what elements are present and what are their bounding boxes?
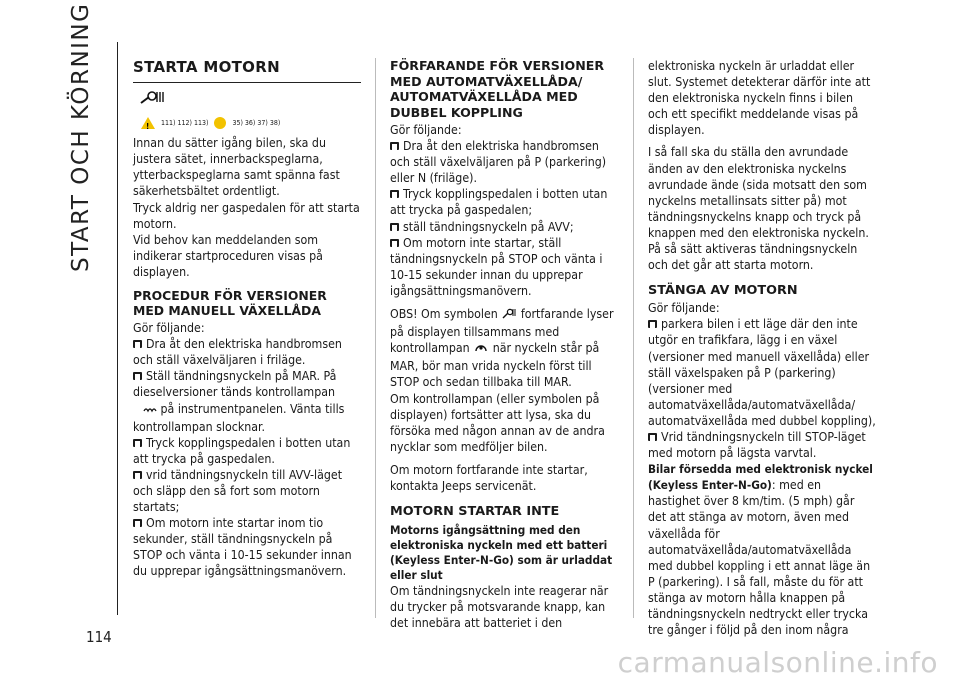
note-paragraph: OBS! Om symbolen fortfarande lyser på displayen tillsammans med kontrollampan när nyckeln står på MAR, bör man vrida nyckeln först till STOP och sedan tillbaka till MAR. — [390, 307, 614, 390]
list-item: Dra åt den elektriska handbromsen och ställ växelväljaren på P (parkering) eller N (friläge). — [390, 139, 607, 186]
list-item: Om motorn inte startar inom tio sekunder, ställ tändningsnyckeln på STOP och vänta i 10-15 sekunder innan du upprepar igångsättningsmanövern. — [133, 516, 352, 579]
bullet-icon — [133, 340, 142, 348]
page-number: 114 — [86, 628, 112, 646]
list-item: Tryck kopplingspedalen i botten utan att trycka på gaspedalen. — [133, 435, 351, 466]
list-item: vrid tändningsnyckeln till AVV-läget och släpp den så fort som motorn startats; — [133, 467, 343, 515]
bullet-icon — [390, 239, 399, 247]
paragraph: elektroniska nyckeln är urladdat eller slut. Systemet detekterar därför inte att den elektroniska nyckeln finns i bilen och ett specifikt meddelande visas på displayen. — [648, 59, 871, 138]
lead-text: Gör följande: — [648, 301, 720, 316]
chapter-side-title: START OCH KÖRNING — [68, 2, 94, 272]
paragraph: Vid behov kan meddelanden som indikerar startproceduren visas på displayen. — [133, 232, 323, 279]
column-divider — [633, 58, 634, 618]
list-item: ställ tändningsnyckeln på AVV; — [390, 219, 618, 235]
subsection-heading-manual: PROCEDUR FÖR VERSIONER MED MANUELL VÄXELLÅDA — [133, 288, 327, 319]
list-item: parkera bilen i ett läge där den inte utgör en trafikfara, lägg i en växel (versioner med manuell växellåda) eller ställ växelspaken på P (parkering) (versioner med automatväxellåda/automatväxellåda/ automatväxellåda med dubbel koppling), — [648, 317, 876, 428]
warning-references — [141, 115, 361, 131]
section-heading-stop-engine: STÄNGA AV MOTORN — [648, 283, 798, 299]
bullet-icon — [390, 223, 399, 231]
watermark: carmanualsonline.info — [617, 646, 938, 679]
bullet-icon — [648, 320, 657, 328]
intro-paragraph: Innan du sätter igång bilen, ska du justera sätet, innerbackspeglarna, ytterbackspeglarna samt spänna fast säkerhetsbältet ordentligt. — [133, 136, 340, 199]
lead-text: Gör följande: — [390, 123, 462, 137]
list-item: Dra åt den elektriska handbromsen och ställ växelväljaren i friläge. — [133, 337, 342, 368]
glow-plug-icon — [143, 403, 157, 419]
bold-lead: Bilar försedda med elektronisk nyckel (Keyless Enter-N-Go) — [648, 462, 873, 493]
caution-circle-icon — [214, 117, 226, 129]
paragraph: Om tändningsnyckeln inte reagerar när du trycker på motsvarande knapp, kan det innebära att batteriet i den — [390, 584, 609, 631]
column-2 — [390, 58, 618, 631]
note-paragraph: Om kontrollampan (eller symbolen på displayen) fortsätter att lysa, ska du försöka med någon annan av de andra nycklar som medföljer bilen. — [390, 391, 605, 454]
bullet-icon — [133, 519, 142, 527]
subsection-heading-engine-does-not-start: MOTORN STARTAR INTE — [390, 504, 560, 520]
key-symbol-icon — [139, 89, 361, 111]
immobilizer-lamp-icon — [473, 342, 489, 358]
paragraph: Bilar försedda med elektronisk nyckel (Keyless Enter-N-Go): med en hastighet över 8 km/tim. (5 mph) går det att stänga av motorn, även med växellåda för automatväxellåda/automatväxellåda med dubbel koppling i ett annat läge än P (parkering). I så fall, måste du för att stänga av motorn hålla knappen på tändningsnyckeln nedtryckt eller trycka tre gånger i följd på den inom några — [648, 462, 873, 638]
list-item: Tryck kopplingspedalen i botten utan att trycka på gaspedalen; — [390, 187, 608, 218]
warning-refs-1: 111) 112) 113) — [161, 119, 209, 128]
column-1 — [133, 58, 361, 580]
lead-text: Gör följande: — [133, 321, 205, 336]
section-heading-start-engine: STARTA MOTORN — [133, 58, 361, 83]
bullet-icon — [133, 439, 142, 447]
bullet-icon — [390, 190, 399, 198]
chapter-side-rule — [117, 42, 118, 615]
column-divider — [375, 58, 376, 618]
bullet-icon — [133, 372, 142, 380]
warning-refs-2: 35) 36) 37) 38) — [232, 119, 281, 128]
list-item: Ställ tändningsnyckeln på MAR. På dieselversioner tänds kontrollampan på instrumentpanelen. Vänta tills kontrollampan slocknar. — [133, 369, 345, 434]
column-3 — [648, 58, 876, 638]
sub-sub-heading: Motorns igångsättning med den elektroniska nyckeln med ett batteri (Keyless Enter-N-Go) som är urladdat eller slut — [390, 523, 613, 583]
bullet-icon — [133, 471, 142, 479]
paragraph: Tryck aldrig ner gaspedalen för att starta motorn. — [133, 200, 360, 231]
list-item: Vrid tändningsnyckeln till STOP-läget med motorn på lägsta varvtal. — [648, 429, 866, 461]
paragraph: Om motorn fortfarande inte startar, kontakta Jeeps servicenät. — [390, 462, 588, 493]
key-warning-icon — [501, 308, 517, 324]
section-heading-automatic: FÖRFARANDE FÖR VERSIONER MED AUTOMATVÄXELLÅDA/ AUTOMATVÄXELLÅDA MED DUBBEL KOPPLING — [390, 58, 605, 120]
list-item: Om motorn inte startar, ställ tändningsnyckeln på STOP och vänta i 10-15 sekunder innan du upprepar igångsättningsmanövern. — [390, 235, 603, 298]
warning-triangle-icon — [141, 117, 155, 129]
bullet-icon — [648, 433, 657, 441]
bullet-icon — [390, 142, 399, 150]
paragraph: I så fall ska du ställa den avrundade änden av den elektroniska nyckelns avrundade ände (sida motsatt den som nyckelns metallinsats sitter på) mot tändningsnyckelns knapp och tryck på knappen med den elektroniska nyckeln. På så sätt aktiveras tändningsnyckeln och det går att starta motorn. — [648, 145, 869, 273]
